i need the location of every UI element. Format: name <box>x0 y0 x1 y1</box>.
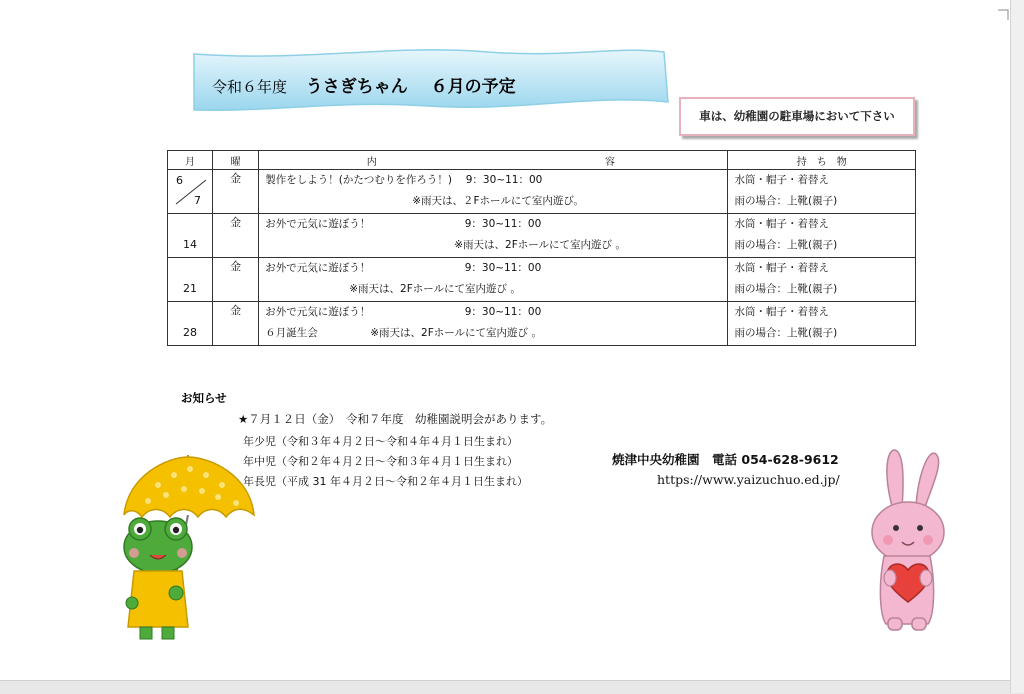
banner-schedule-label: ６月の予定 <box>430 77 516 97</box>
notice-line: 年少児（令和３年４月２日～令和４年４月１日生まれ） <box>243 435 518 448</box>
vertical-scrollbar[interactable] <box>1010 0 1024 693</box>
horizontal-scrollbar[interactable] <box>0 680 1010 694</box>
date-cell <box>168 170 213 214</box>
belongings-cell <box>728 214 916 258</box>
rabbit-heart-illustration <box>862 446 952 636</box>
phone-label: 電話 <box>712 452 738 467</box>
belongings-line: 雨の場合：上靴(親子) <box>734 195 838 207</box>
header-month: 月 <box>168 151 213 170</box>
weekday-cell: 金 <box>213 170 259 214</box>
frog-umbrella-illustration <box>118 455 258 645</box>
content-line: お外で元気に遊ぼう！ 9：30~11：00 <box>265 306 542 318</box>
date-cell <box>168 258 213 302</box>
content-line: ※雨天は、２Fホールにて室内遊び。 <box>265 195 584 207</box>
content-cell <box>259 258 728 302</box>
date-cell <box>168 214 213 258</box>
parking-notice: 車は、幼稚園の駐車場において下さい <box>679 97 915 136</box>
rabbit-icon <box>872 450 944 630</box>
belongings-line: 雨の場合：上靴(親子) <box>734 327 838 339</box>
belongings-cell <box>728 170 916 214</box>
date-number: 14 <box>183 238 198 251</box>
school-url[interactable]: https://www.yaizuchuo.ed.jp/ <box>657 472 840 487</box>
header-content-a: 内 <box>366 156 377 168</box>
date-slash <box>172 176 210 208</box>
table-row <box>168 170 916 214</box>
date-number: 21 <box>183 282 198 295</box>
content-cell <box>259 170 728 214</box>
content-line: ６月誕生会 ※雨天は、2Fホールにて室内遊び 。 <box>265 327 542 339</box>
belongings-cell <box>728 302 916 346</box>
belongings-line: 雨の場合：上靴(親子) <box>734 239 838 251</box>
belongings-line: 雨の場合：上靴(親子) <box>734 283 838 295</box>
table-row <box>168 214 916 258</box>
notice-line: 年中児（令和２年４月２日～令和３年４月１日生まれ） <box>243 455 518 468</box>
content-cell <box>259 214 728 258</box>
belongings-line: 水筒・帽子・着替え <box>734 262 829 274</box>
table-header-row <box>168 151 916 170</box>
phone-number: 054-628-9612 <box>741 452 839 467</box>
belongings-cell <box>728 258 916 302</box>
belongings-line: 水筒・帽子・着替え <box>734 218 829 230</box>
date-number: 28 <box>183 326 198 339</box>
banner-class-name: うさぎちゃん <box>305 77 408 97</box>
weekday-cell: 金 <box>213 258 259 302</box>
schedule-table <box>167 150 916 346</box>
content-line: お外で元気に遊ぼう！ 9：30~11：00 <box>265 218 542 230</box>
table-row <box>168 302 916 346</box>
date-number: 7 <box>194 194 201 207</box>
content-line: 製作をしよう！(かたつむりを作ろう！) 9：30~11：00 <box>265 174 543 186</box>
content-cell <box>259 302 728 346</box>
content-line: ※雨天は、2Fホールにて室内遊び 。 <box>265 283 521 295</box>
notice-line: 年長児（平成 31 年４月２日～令和２年４月１日生まれ） <box>243 475 528 488</box>
header-content-b: 容 <box>604 156 615 168</box>
page-title <box>212 72 516 97</box>
belongings-line: 水筒・帽子・着替え <box>734 174 829 186</box>
content-line: ※雨天は、2Fホールにて室内遊び 。 <box>265 239 626 251</box>
banner-year: 令和６年度 <box>212 78 288 96</box>
header-belongings: 持 ち 物 <box>728 151 916 170</box>
school-contact <box>612 450 839 468</box>
belongings-line: 水筒・帽子・着替え <box>734 306 829 318</box>
header-content <box>259 151 728 170</box>
date-cell <box>168 302 213 346</box>
frog-icon <box>124 518 192 639</box>
notice-title: お知らせ <box>181 391 227 405</box>
weekday-cell: 金 <box>213 214 259 258</box>
header-weekday: 曜 <box>213 151 259 170</box>
notice-headline: ★７月１２日（金） 令和７年度 幼稚園説明会があります。 <box>238 412 553 426</box>
table-row <box>168 258 916 302</box>
weekday-cell: 金 <box>213 302 259 346</box>
school-name: 焼津中央幼稚園 <box>612 452 700 467</box>
content-line: お外で元気に遊ぼう！ 9：30~11：00 <box>265 262 542 274</box>
month-number: 6 <box>176 174 183 187</box>
